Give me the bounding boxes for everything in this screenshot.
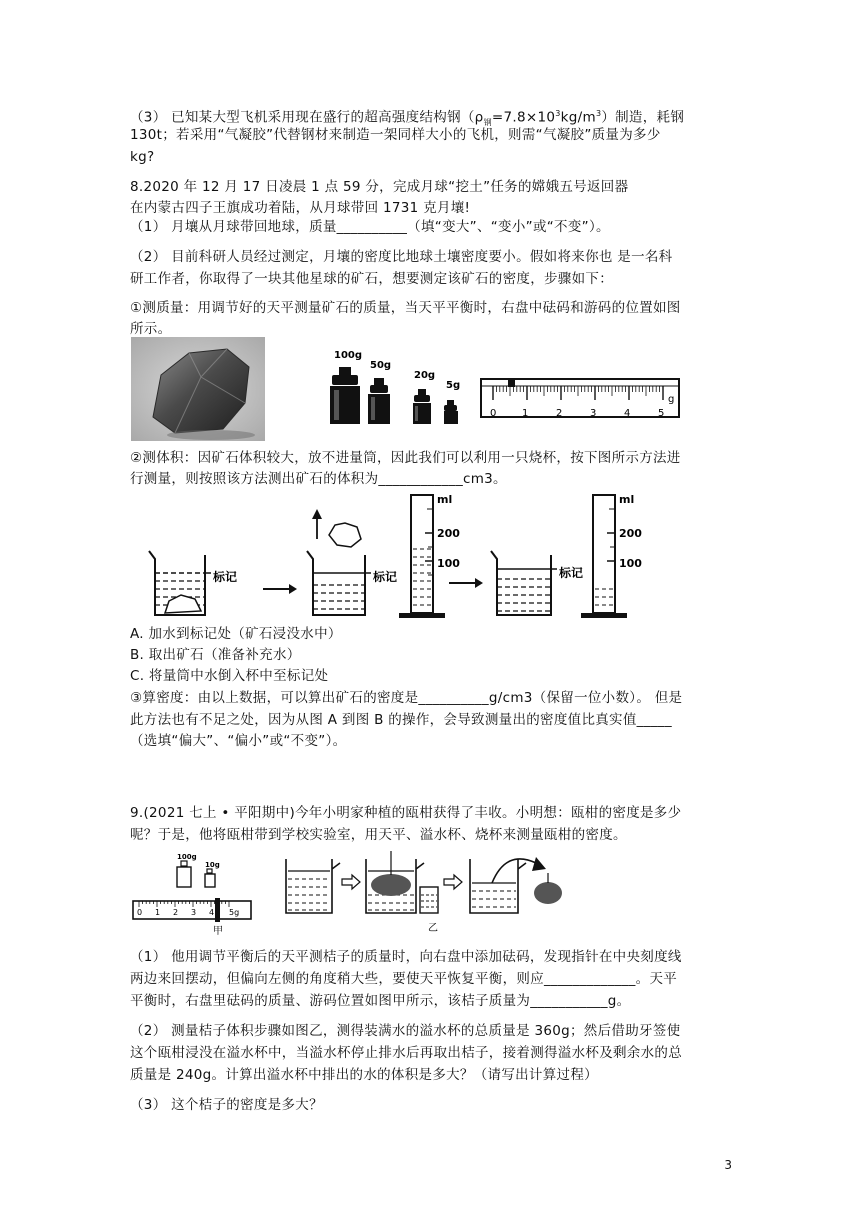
arrow-yi-2 [444, 875, 462, 889]
jia-weight-10g [205, 874, 215, 887]
rock-in-water [165, 595, 201, 613]
cyl2-100: 100 [619, 557, 642, 570]
page-number: 3 [724, 1158, 732, 1172]
jia-tick-4: 4 [209, 908, 215, 917]
q9-part3: （3） 这个桔子的密度是多大？ [130, 1097, 323, 1113]
mark-label-c: 标记 [559, 566, 584, 580]
jia-weight-10g-label: 10g [205, 861, 220, 869]
q8-part1: （1） 月壤从月球带回地球，质量__________（填“变大”、“变小”或“不变”）。 [130, 219, 610, 235]
jia-tick-3: 3 [191, 908, 197, 917]
weight-label-100g: 100g [334, 350, 363, 361]
weights-figure [326, 344, 466, 430]
ruler-tick-2: 2 [556, 408, 563, 419]
ruler-tick-4: 4 [624, 408, 631, 419]
overflow-cup-full [286, 859, 340, 913]
arrow-yi-1 [342, 875, 360, 889]
q7-p3-line3: kg? [130, 149, 155, 165]
jia-weight-100g-label: 100g [177, 853, 197, 861]
q9-part2-line2: 这个瓯柑浸没在溢水杯中，当溢水杯停止排水后再取出桔子，接着测得溢水杯及剩余水的总 [130, 1045, 682, 1061]
rider-marker [508, 378, 515, 387]
weight-label-5g: 5g [446, 380, 461, 391]
q9-part1-line2: 两边来回摆动，但偏向左侧的角度稍大些，要使天平恢复平衡，则应_____________。天平 [130, 971, 678, 987]
q8-step2-line2: 行测量，则按照该方法测出矿石的体积为____________cm3。 [130, 471, 507, 487]
jia-tick-1: 1 [155, 908, 161, 917]
label-jia: 甲 [213, 926, 223, 935]
cyl1-unit: ml [437, 493, 453, 506]
cylinder-2 [581, 493, 642, 618]
ruler-tick-3: 3 [590, 408, 597, 419]
q8-option-c: C. 将量筒中水倒入杯中至标记处 [130, 668, 329, 684]
rock-photo [131, 337, 265, 441]
weight-label-50g: 50g [370, 360, 392, 371]
small-beaker [420, 887, 438, 913]
orange-removed [534, 882, 562, 904]
q8-step1-line1: ①测质量：用调节好的天平测量矿石的质量，当天平平衡时，右盘中砝码和游码的位置如图 [130, 300, 681, 316]
q8-step2-line1: ②测体积：因矿石体积较大，放不进量筒，因此我们可以利用一只烧杯，按下图所示方法进 [130, 450, 681, 466]
q8-part2-line2: 研工作者，你取得了一块其他星球的矿石，想要测定该矿石的密度，步骤如下： [130, 271, 613, 287]
figure-jia [131, 849, 255, 935]
q8-step1-line2: 所示。 [130, 321, 172, 337]
q8-part2-line1: （2） 目前科研人员经过测定，月壤的密度比地球土壤密度要小。假如将来你也 是一名科 [130, 249, 673, 265]
jia-tick-5: 5g [229, 908, 240, 917]
q7-p3-line1: （3） 已知某大型飞机采用现在盛行的超高强度结构钢$(\rho_钢=7.8\times 10^3kg/m^3)$制造，耗钢 [130, 109, 685, 128]
q7-p3-line2: 130t；若采用“气凝胶”代替钢材来制造一架同样大小的飞机，则需“气凝胶”质量为多少 [130, 127, 661, 143]
weight-100g-knob [339, 367, 351, 375]
q9-part2-line3: 质量是 240g。计算出溢水杯中排出的水的体积是多大？（请写出计算过程） [130, 1067, 598, 1083]
q8-step3-line2: 此方法也有不足之处，因为从图 A 到图 B 的操作，会导致测量出的密度值比真实值_____ [130, 712, 672, 728]
cyl2-200: 200 [619, 527, 642, 540]
mark-label-a: 标记 [213, 570, 238, 584]
ruler-tick-1: 1 [522, 408, 529, 419]
jia-weight-100g [177, 867, 191, 887]
orange-submerged [371, 874, 411, 896]
jia-tick-0: 0 [137, 908, 143, 917]
q8-step3-line1: ③算密度：由以上数据，可以算出矿石的密度是__________g/cm3（保留一位小数）。 但是 [130, 690, 683, 706]
arrow-2 [449, 578, 483, 588]
q9-intro-line1: 9.(2021 七上 • 平阳期中)今年小明家种植的瓯柑获得了丰收。小明想：瓯柑的密度是多少 [130, 805, 682, 821]
overflow-cup-with-orange [366, 851, 438, 913]
ruler-unit: g [668, 394, 675, 405]
cyl1-100: 100 [437, 557, 460, 570]
overflow-cup-after [470, 857, 562, 913]
beaker-procedure-figure [131, 489, 679, 621]
weight-label-20g: 20g [414, 370, 436, 381]
rock-lifted [329, 523, 361, 547]
q8-option-a: A. 加水到标记处（矿石浸没水中） [130, 626, 342, 642]
weight-5g [444, 411, 458, 424]
q9-part1-line1: （1） 他用调节平衡后的天平测桔子的质量时，向右盘中添加砝码，发现指针在中央刻度线 [130, 949, 682, 965]
figure-yi [280, 849, 586, 935]
cylinder-1 [399, 493, 460, 618]
cyl2-unit: ml [619, 493, 635, 506]
rider-ruler [476, 374, 686, 424]
q9-intro-line2: 呢？于是，他将瓯柑带到学校实验室，用天平、溢水杯、烧杯来测量瓯柑的密度。 [130, 827, 627, 843]
cyl1-200: 200 [437, 527, 460, 540]
q9-part1-line3: 平衡时，右盘里砝码的质量、游码位置如图甲所示，该桔子质量为___________g。 [130, 993, 631, 1009]
q8-intro-line2: 在内蒙古四子王旗成功着陆，从月球带回 1731 克月壤! [130, 200, 471, 216]
beaker-c [491, 551, 583, 615]
q9-part2-line1: （2） 测量桔子体积步骤如图乙，测得装满水的溢水杯的总质量是 360g；然后借助牙签使 [130, 1023, 681, 1039]
q8-intro-line1: 8.2020 年 12 月 17 日凌晨 1 点 59 分，完成月球“挖土”任务的嫦娥五号返回器 [130, 179, 629, 195]
jia-tick-2: 2 [173, 908, 179, 917]
arrow-1 [263, 584, 297, 594]
beaker-b [307, 509, 397, 615]
mark-label-b: 标记 [373, 570, 398, 584]
label-yi: 乙 [428, 923, 438, 934]
ruler-tick-0: 0 [490, 408, 497, 419]
q8-step3-line3: （选填“偏大”、“偏小”或“不变”）。 [130, 733, 347, 749]
beaker-a [149, 551, 237, 615]
jia-rider [215, 898, 220, 922]
ruler-tick-5: 5 [658, 408, 665, 419]
q8-option-b: B. 取出矿石（准备补充水） [130, 647, 301, 663]
